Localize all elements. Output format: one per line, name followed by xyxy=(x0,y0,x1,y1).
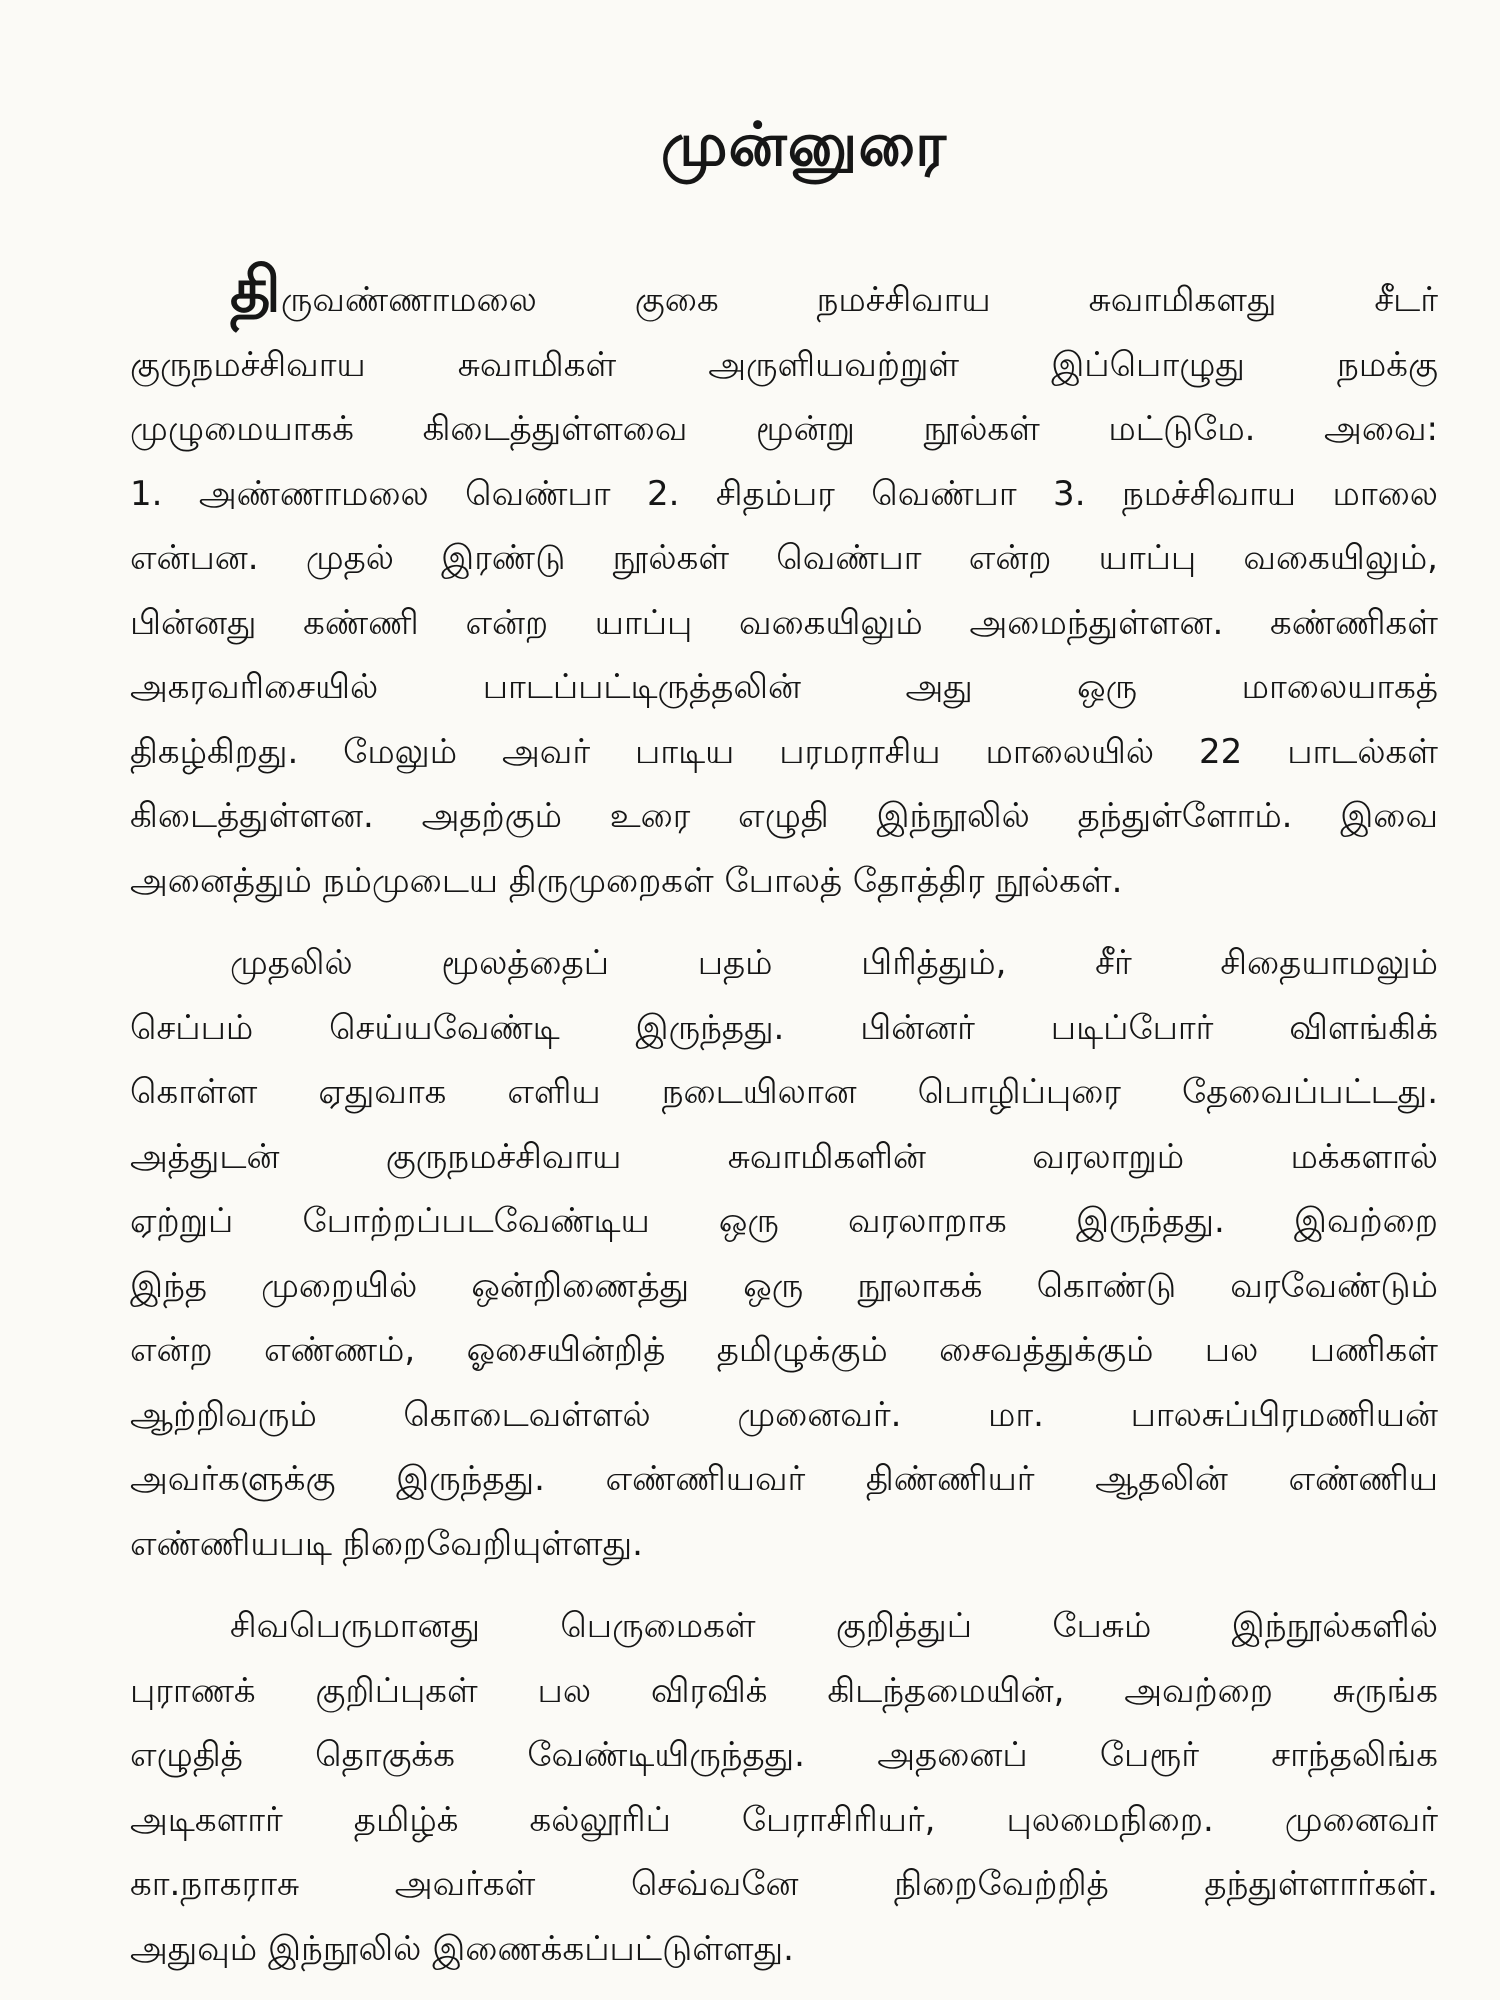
paragraph-line: பின்னது கண்ணி என்ற யாப்பு வகையிலும் அமைந்துள்ளன. கண்ணிகள் xyxy=(130,602,1438,643)
paragraph-line: எழுதித் தொகுக்க வேண்டியிருந்தது. அதனைப் பேரூர் சாந்தலிங்க xyxy=(130,1735,1438,1775)
paragraph-line: முழுமையாகக் கிடைத்துள்ளவை மூன்று நூல்கள் மட்டுமே. அவை: xyxy=(130,409,1438,449)
paragraph-line: திகழ்கிறது. மேலும் அவர் பாடிய பரமராசிய மாலையில் 22 பாடல்கள் xyxy=(130,731,1438,772)
paragraph-line: இந்த முறையில் ஒன்றிணைத்து ஒரு நூலாகக் கொண்டு வரவேண்டும் xyxy=(130,1265,1438,1306)
paragraph-line: கொள்ள ஏதுவாக எளிய நடையிலான பொழிப்புரை தேவைப்பட்டது. xyxy=(130,1072,1438,1112)
paragraph-2 xyxy=(130,931,1438,1576)
paragraph-line: முதலில் மூலத்தைப் பதம் பிரித்தும், சீர் சிதையாமலும் xyxy=(230,943,1438,983)
paragraph-line: ஆற்றிவரும் கொடைவள்ளல் முனைவர். மா. பாலசுப்பிரமணியன் xyxy=(130,1394,1438,1435)
paragraph-line: சிவபெருமானது பெருமைகள் குறித்துப் பேசும் இந்நூல்களில் xyxy=(230,1606,1438,1646)
paragraph-line: கா.நாகராசு அவர்கள் செவ்வனே நிறைவேற்றித் தந்துள்ளார்கள். xyxy=(130,1864,1438,1904)
paragraph-line: அடிகளார் தமிழ்க் கல்லூரிப் பேராசிரியர், புலமைநிறை. முனைவர் xyxy=(130,1799,1438,1840)
page-title: முன்னுரை xyxy=(660,110,948,180)
drop-cap: தி xyxy=(230,253,281,326)
paragraph-line: அனைத்தும் நம்முடைய திருமுறைகள் போலத் தோத்திர நூல்கள். xyxy=(130,860,1123,901)
paragraph-line: புராணக் குறிப்புகள் பல விரவிக் கிடந்தமையின், அவற்றை சுருங்க xyxy=(130,1670,1438,1711)
paragraph-line: குருநமச்சிவாய சுவாமிகள் அருளியவற்றுள் இப்பொழுது நமக்கு xyxy=(130,344,1438,385)
paragraph-line: செப்பம் செய்யவேண்டி இருந்தது. பின்னர் படிப்போர் விளங்கிக் xyxy=(130,1007,1438,1048)
paragraph-1 xyxy=(130,253,1438,913)
paragraph-line: எண்ணியபடி நிறைவேறியுள்ளது. xyxy=(130,1523,643,1564)
paragraph-3 xyxy=(130,1594,1438,1981)
paragraph-line: என்ற எண்ணம், ஓசையின்றித் தமிழுக்கும் சைவத்துக்கும் பல பணிகள் xyxy=(130,1330,1438,1370)
paragraph-line: என்பன. முதல் இரண்டு நூல்கள் வெண்பா என்ற யாப்பு வகையிலும், xyxy=(130,538,1438,578)
paragraph-line: அவர்களுக்கு இருந்தது. எண்ணியவர் திண்ணியர் ஆதலின் எண்ணிய xyxy=(130,1459,1438,1499)
paragraph-line: ஏற்றுப் போற்றப்படவேண்டிய ஒரு வரலாறாக இருந்தது. இவற்றை xyxy=(130,1201,1438,1241)
paragraph-line: கிடைத்துள்ளன. அதற்கும் உரை எழுதி இந்நூலில் தந்துள்ளோம். இவை xyxy=(130,796,1438,836)
paragraph-line: அதுவும் இந்நூலில் இணைக்கப்பட்டுள்ளது. xyxy=(130,1928,794,1969)
paragraph-line: 1. அண்ணாமலை வெண்பா 2. சிதம்பர வெண்பா 3. நமச்சிவாய மாலை xyxy=(130,473,1438,514)
paragraph-line: அகரவரிசையில் பாடப்பட்டிருத்தலின் அது ஒரு மாலையாகத் xyxy=(130,667,1438,707)
paragraph-line: திருவண்ணாமலை குகை நமச்சிவாய சுவாமிகளது சீடர் xyxy=(230,253,1438,326)
paragraph-line: அத்துடன் குருநமச்சிவாய சுவாமிகளின் வரலாறும் மக்களால் xyxy=(130,1136,1438,1177)
